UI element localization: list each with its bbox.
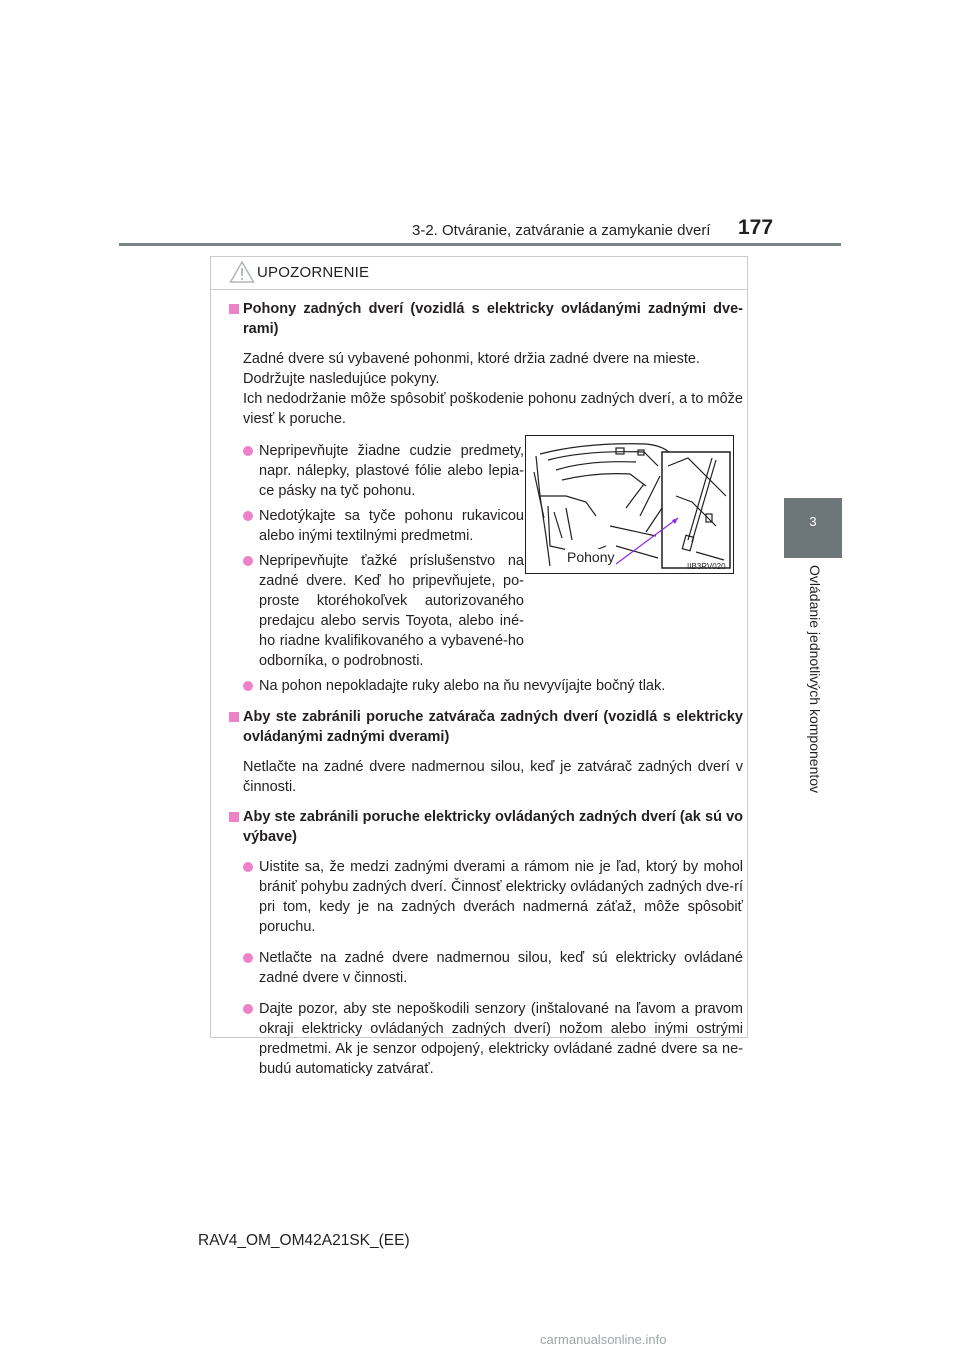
- paragraph: Netlačte na zadné dvere nadmernou silou, keď je zatvárač zadných dverí v činnosti.: [243, 759, 743, 795]
- car-trunk-illustration: [526, 436, 733, 573]
- paragraph: Dodržujte nasledujúce pokyny.: [243, 371, 440, 387]
- section-title: 3-2. Otváranie, zatváranie a zamykanie dverí: [412, 222, 711, 239]
- watermark: carmanualsonline.info: [540, 1332, 667, 1347]
- page-number: 177: [738, 216, 774, 239]
- paragraph: Ich nedodržanie môže spôsobiť poškodenie pohonu zadných dverí, a to môže viesť k poruche.: [243, 391, 743, 427]
- list-item: Nedotýkajte sa tyče pohonu rukavicou alebo inými textilnými predmetmi.: [229, 506, 524, 546]
- tailgate-strut-illustration: [525, 435, 734, 574]
- figure-callout-label: Pohony: [567, 549, 615, 565]
- section-heading: Aby ste zabránili poruche zatvárača zadných dverí (vozidlá s elektricky ovládanými zadnými dverami): [229, 707, 743, 747]
- section-heading: Pohony zadných dverí (vozidlá s elektricky ovládanými zadnými dve-rami): [229, 299, 743, 339]
- list-item: Nepripevňujte žiadne cudzie predmety, napr. nálepky, plastové fólie alebo lepia-ce pásky na tyč pohonu.: [229, 441, 524, 501]
- section-heading: Aby ste zabránili poruche elektricky ovládaných zadných dverí (ak sú vo výbave): [229, 807, 743, 847]
- document-code: RAV4_OM_OM42A21SK_(EE): [198, 1232, 410, 1249]
- header-rule: [119, 243, 841, 246]
- figure-code: IIB3RV020: [687, 562, 726, 571]
- list-item: Dajte pozor, aby ste nepoškodili senzory (inštalované na ľavom a pravom okraji elektricky ovládaných zadných dverí) nožom alebo inými ostrými predmetmi. Ak je senzor odpojený, elektricky ovládané zadné dvere sa ne-budú automaticky zatvárať.: [229, 999, 743, 1079]
- paragraph: Zadné dvere sú vybavené pohonmi, ktoré držia zadné dvere na mieste.: [243, 351, 701, 367]
- list-item: Uistite sa, že medzi zadnými dverami a rámom nie je ľad, ktorý by mohol brániť pohybu zadných dverí. Činnosť elektricky ovládaných zadných dve-rí pri tom, kedy je na zadných dverách nadmerná záťaž, môže spôsobiť poruchu.: [229, 857, 743, 937]
- chapter-number: 3: [809, 514, 817, 529]
- list-item: Na pohon nepokladajte ruky alebo na ňu nevyvíjajte bočný tlak.: [229, 676, 743, 696]
- warning-triangle-icon: [229, 260, 255, 284]
- warning-header: [211, 257, 747, 290]
- chapter-title: Ovládanie jednotlivých komponentov: [807, 565, 823, 794]
- list-item: Netlačte na zadné dvere nadmernou silou, keď sú elektricky ovládané zadné dvere v činnosti.: [229, 948, 743, 988]
- chapter-tab: [784, 498, 842, 558]
- warning-box: [210, 256, 748, 1077]
- warning-title: UPOZORNENIE: [257, 264, 370, 281]
- warning-content: [229, 299, 743, 1084]
- list-item: Nepripevňujte ťažké príslušenstvo na zadné dvere. Keď ho pripevňujete, po-proste ktoréhokoľvek autorizovaného predajcu alebo servis Toyota, alebo iné-ho riadne kvalifikovaného a vybavené-ho odborníka, o podrobnosti.: [229, 551, 524, 671]
